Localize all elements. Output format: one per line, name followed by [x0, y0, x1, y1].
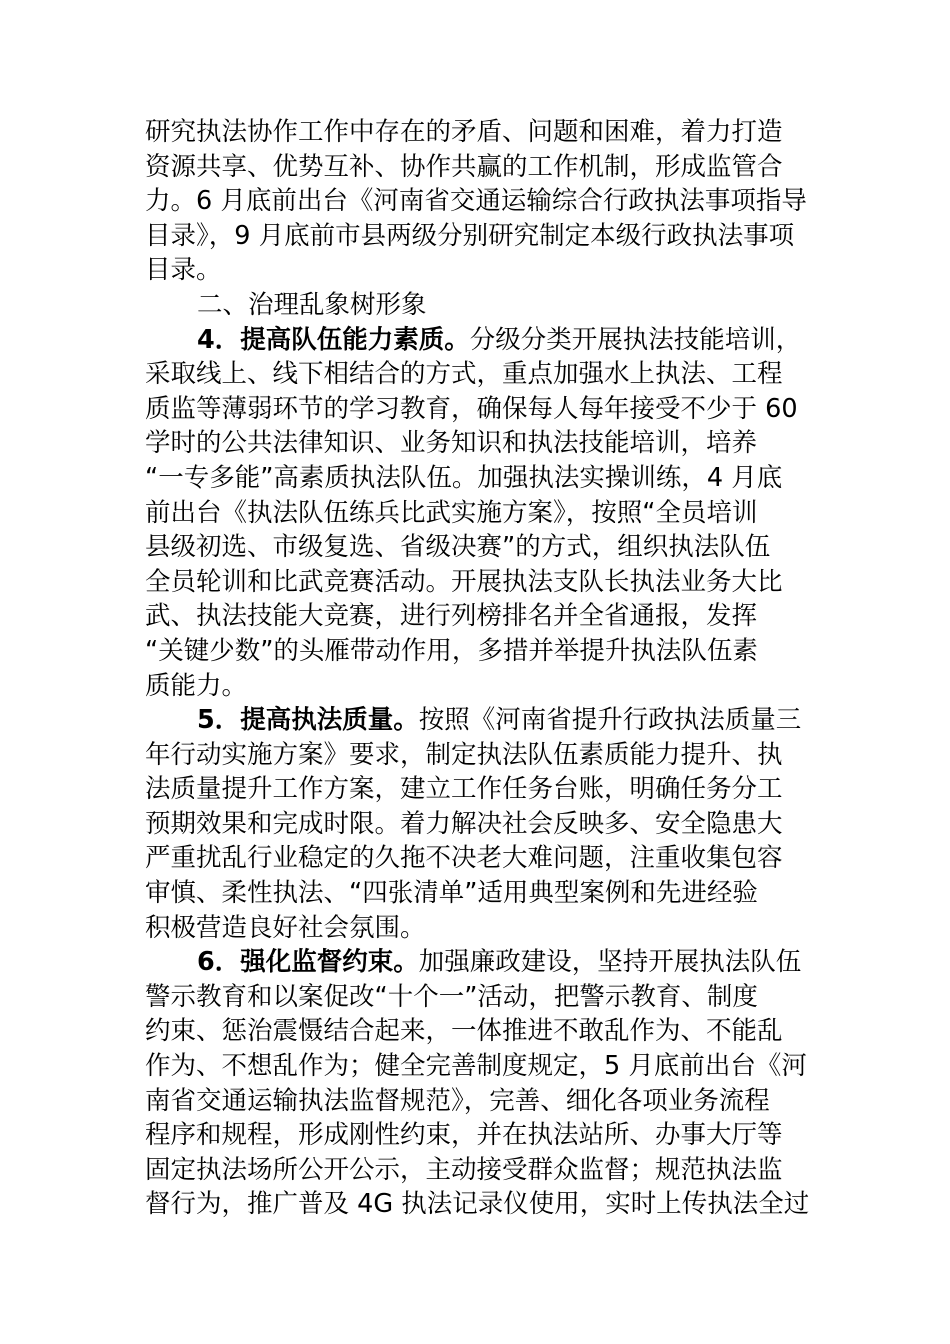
section-heading: 5．提高执法质量。 [197, 705, 419, 736]
line-text: 加强廉政建设，坚持开展执法队伍 [418, 947, 802, 978]
text-line [145, 150, 813, 185]
line-text: 质监等薄弱环节的学习教育，确保每人每年接受不少于 60 [145, 393, 798, 424]
line-text: 质能力。 [145, 670, 248, 701]
text-line [145, 1014, 813, 1049]
text-line [145, 219, 813, 254]
text-line [145, 772, 813, 807]
text-line [145, 1084, 813, 1119]
text-line [145, 288, 813, 323]
line-text: 研究执法协作工作中存在的矛盾、问题和困难，着力打造 [145, 117, 783, 147]
text-line [145, 1049, 813, 1084]
line-text: 约束、惩治震慑结合起来，一体推进不敢乱作为、不能乱 [145, 1016, 783, 1047]
text-line [145, 634, 813, 669]
line-text: 按照《河南省提升行政执法质量三 [418, 705, 802, 736]
line-text: 预期效果和完成时限。着力解决社会反映多、安全隐患大 [145, 808, 783, 839]
line-text: 督行为，推广普及 4G 执法记录仪使用，实时上传执法全过 [145, 1189, 810, 1220]
line-text: 严重扰乱行业稳定的久拖不决老大难问题，注重收集包容 [145, 843, 783, 874]
line-text: 程序和规程，形成刚性约束，并在执法站所、办事大厅等 [145, 1120, 783, 1151]
text-line [145, 253, 813, 288]
line-text: 审慎、柔性执法、“四张清单”适用典型案例和先进经验 [145, 878, 758, 909]
text-line [145, 911, 813, 946]
text-line [145, 565, 813, 600]
line-text: 警示教育和以案促改“十个一”活动，把警示教育、制度 [145, 981, 758, 1012]
text-line [145, 738, 813, 773]
text-line [145, 461, 813, 496]
line-text: 分级分类开展执法技能培训， [469, 324, 802, 355]
line-text: “一专多能”高素质执法队伍。加强执法实操训练，4 月底 [145, 462, 783, 493]
line-text: 前出台《执法队伍练兵比武实施方案》，按照“全员培训 [145, 497, 758, 528]
line-text: 南省交通运输执法监督规范》，完善、细化各项业务流程 [145, 1085, 770, 1116]
section-heading: 4．提高队伍能力素质。 [197, 324, 470, 355]
line-text: 年行动实施方案》要求，制定执法队伍素质能力提升、执 [145, 739, 783, 770]
text-line [145, 1153, 813, 1188]
text-line [145, 357, 813, 392]
text-line [145, 323, 813, 358]
text-line [145, 807, 813, 842]
text-line [145, 945, 813, 980]
text-line [145, 184, 813, 219]
text-line [145, 980, 813, 1015]
text-line [145, 876, 813, 911]
line-text: 目录。 [145, 255, 222, 286]
line-text: 武、执法技能大竞赛，进行列榜排名并全省通报，发挥 [145, 601, 758, 632]
line-text: 采取线上、线下相结合的方式，重点加强水上执法、工程 [145, 359, 783, 390]
line-text: 力。6 月底前出台《河南省交通运输综合行政执法事项指导 [145, 186, 807, 217]
line-text: 作为、不想乱作为；健全完善制度规定，5 月底前出台《河 [145, 1051, 807, 1082]
line-text: 固定执法场所公开公示，主动接受群众监督；规范执法监 [145, 1154, 783, 1185]
text-line [145, 426, 813, 461]
text-line [145, 599, 813, 634]
text-line [145, 496, 813, 531]
line-text: 法质量提升工作方案，建立工作任务台账，明确任务分工 [145, 774, 783, 805]
line-text: 全员轮训和比武竞赛活动。开展执法支队长执法业务大比 [145, 566, 783, 597]
line-text: 积极营造良好社会氛围。 [145, 912, 426, 943]
text-line [145, 669, 813, 704]
text-line [145, 1118, 813, 1153]
document-body [145, 115, 813, 1222]
text-line [145, 1187, 813, 1222]
section-heading: 6．强化监督约束。 [197, 947, 419, 978]
line-text: 目录》，9 月底前市县两级分别研究制定本级行政执法事项 [145, 220, 795, 251]
text-line [145, 530, 813, 565]
text-line [145, 841, 813, 876]
line-text: 学时的公共法律知识、业务知识和执法技能培训，培养 [145, 428, 758, 459]
line-text: “关键少数”的头雁带动作用，多措并举提升执法队伍素 [145, 635, 758, 666]
line-text: 县级初选、市级复选、省级决赛”的方式，组织执法队伍 [145, 532, 771, 563]
text-line [145, 115, 813, 150]
line-text: 二、治理乱象树形象 [197, 289, 427, 320]
line-text: 资源共享、优势互补、协作共赢的工作机制，形成监管合 [145, 151, 783, 182]
text-line [145, 392, 813, 427]
text-line [145, 703, 813, 738]
